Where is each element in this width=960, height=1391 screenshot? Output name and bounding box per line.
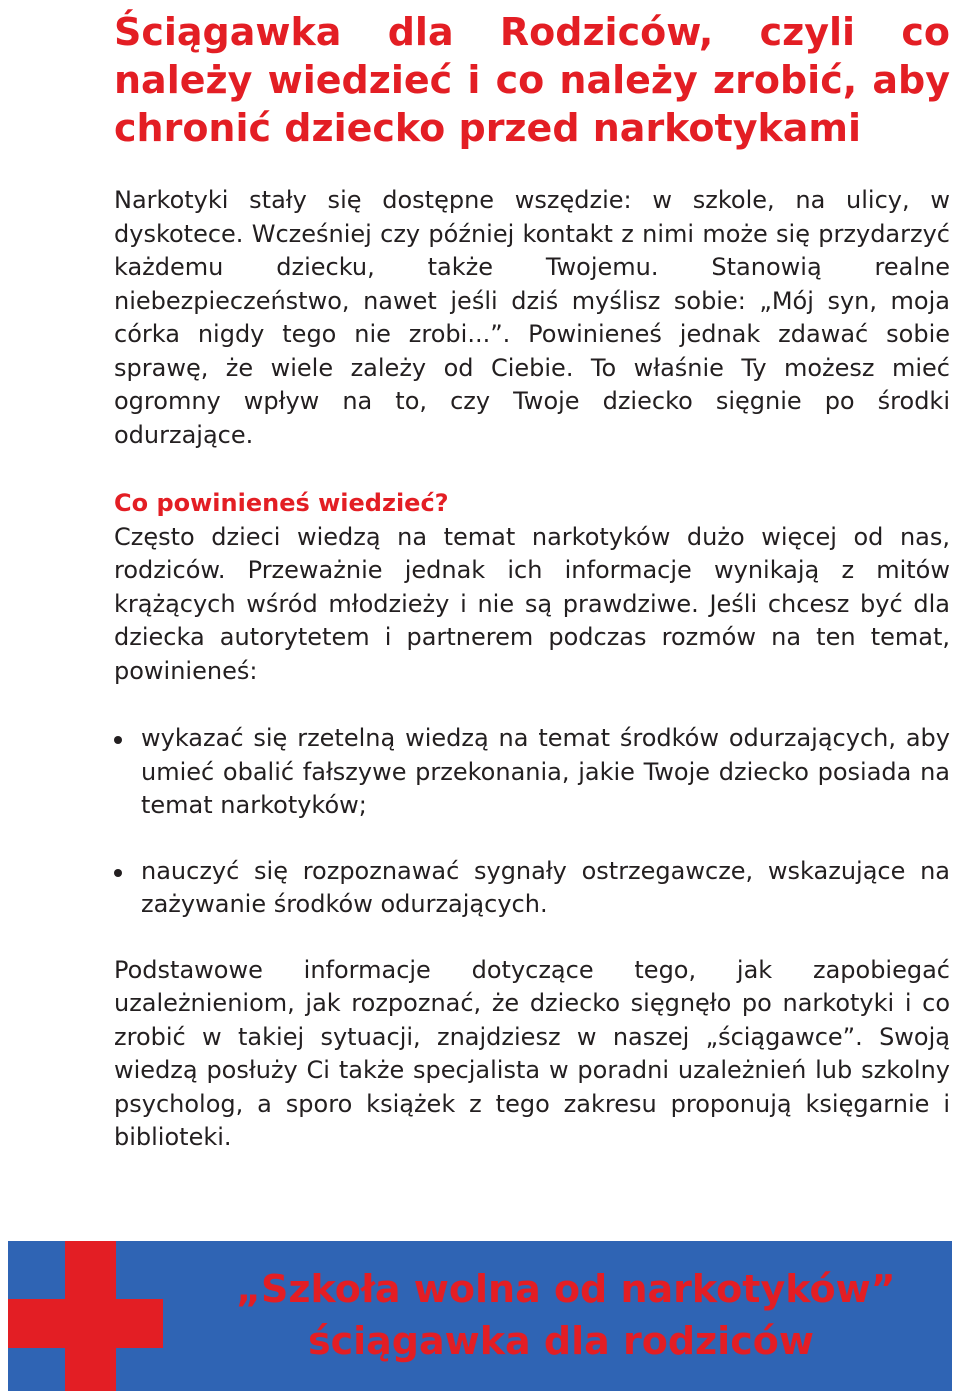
list-item bbox=[114, 855, 950, 922]
section-heading: Co powinieneś wiedzieć? bbox=[114, 489, 449, 517]
closing-paragraph: Podstawowe informacje dotyczące tego, jak zapobiegać uzależnieniom, jak rozpoznać, że dziecko sięgnęło po narkotyki i co zrobić w takiej sytuacji, znajdziesz w naszej „ściągawce”. Swoją wiedzą posłuży Ci także specjalista w poradni uzależnień lub szkolny psycholog, a sporo książek z tego zakresu proponują księgarnie i biblioteki. bbox=[114, 955, 950, 1151]
footer-banner bbox=[8, 1241, 952, 1391]
bullet-list bbox=[114, 722, 950, 922]
intro-paragraph: Narkotyki stały się dostępne wszędzie: w szkole, na ulicy, w dyskotece. Wcześniej czy później kontakt z nimi może się przydarzyć każdemu dziecku, także Twojemu. Stanowią realne niebezpieczeństwo, nawet jeśli dziś myślisz sobie: „Mój syn, moja córka nigdy tego nie zrobi...”. Powinieneś jednak zdawać sobie sprawę, że wiele zależy od Ciebie. To właśnie Ty możesz mieć ogromny wpływ na to, czy Twoje dziecko sięgnie po środki odurzające. bbox=[114, 186, 950, 449]
banner-subtitle: ściągawka dla rodziców bbox=[308, 1319, 814, 1363]
banner-title: „Szkoła wolna od narkotyków” bbox=[236, 1267, 896, 1311]
banner-text bbox=[236, 1263, 936, 1367]
section-paragraph: Często dzieci wiedzą na temat narkotyków dużo więcej od nas, rodziców. Przeważnie jednak ich informacje wynikają z mitów krążących wśród młodzieży i nie są prawdziwe. Jeśli chcesz być dla dziecka autorytetem i partnerem podczas rozmów na ten temat, powinieneś: bbox=[114, 522, 950, 685]
list-item-text: nauczyć się rozpoznawać sygnały ostrzegawcze, wskazujące na zażywanie środków odurzających. bbox=[141, 856, 950, 918]
red-cross-icon-bar bbox=[8, 1299, 163, 1348]
document-body bbox=[114, 184, 950, 1155]
bullet-icon bbox=[114, 869, 122, 877]
list-item-text: wykazać się rzetelną wiedzą na temat środków odurzających, aby umieć obalić fałszywe przekonania, jakie Twoje dziecko posiada na temat narkotyków; bbox=[141, 724, 950, 819]
bullet-icon bbox=[114, 736, 122, 744]
list-item bbox=[114, 722, 950, 823]
document-title: Ściągawka dla Rodziców, czyli co należy wiedzieć i co należy zrobić, aby chronić dziecko przed narkotykami bbox=[114, 10, 950, 150]
